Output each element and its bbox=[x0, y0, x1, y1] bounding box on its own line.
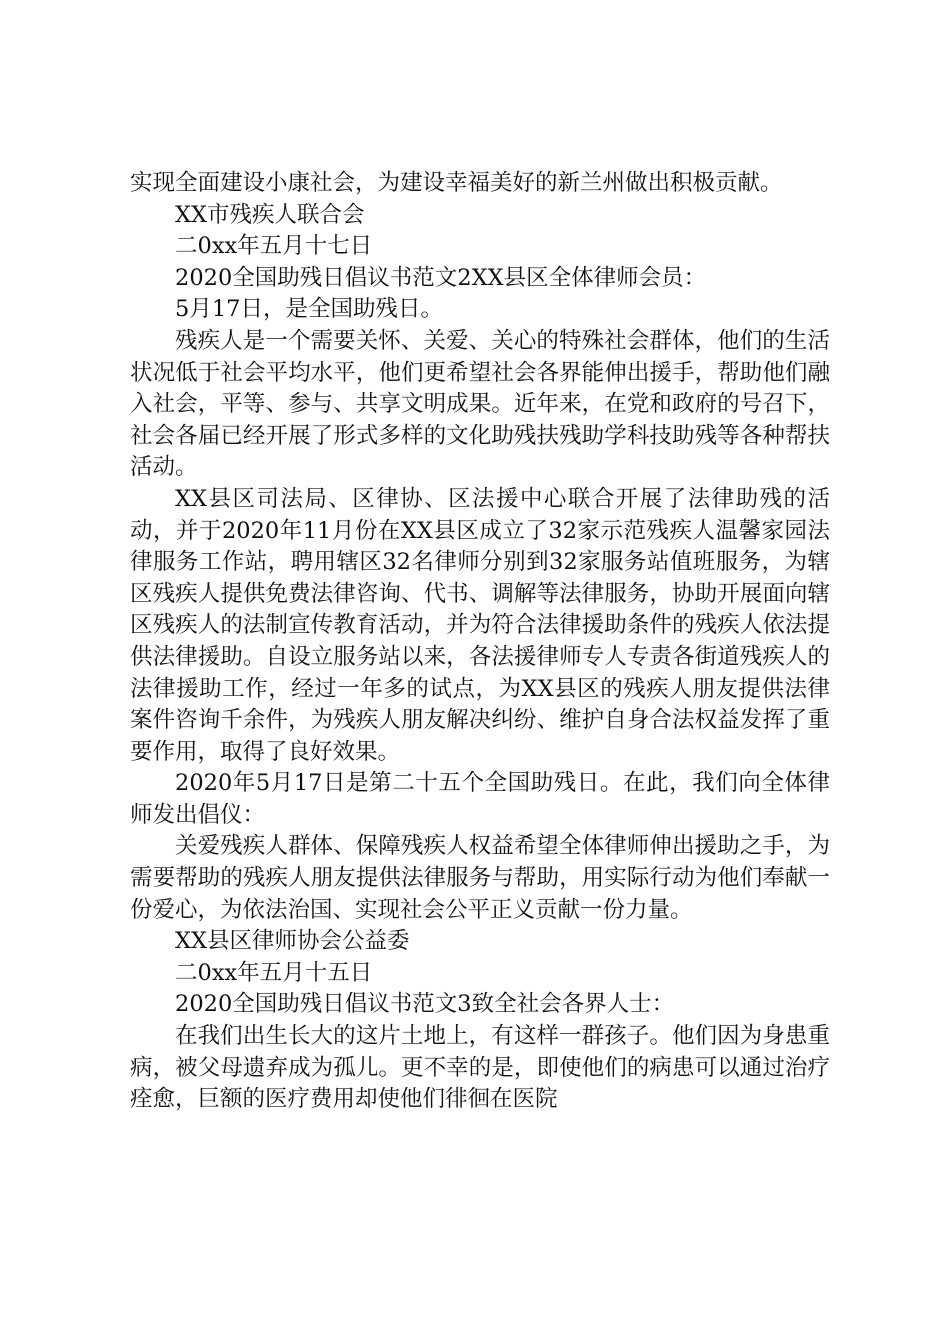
date-may-15: 二0xx年五月十五日 bbox=[175, 959, 373, 986]
signature-federation: XX市残疾人联合会 bbox=[175, 201, 365, 228]
document-body bbox=[130, 168, 830, 1116]
paragraph-children: 在我们出生长大的这片土地上，有这样一群孩子。他们因为身患重病，被父母遗弃成为孤儿。更不幸的是，即使他们的病患可以通过治疗痊愈，巨额的医疗费用却使他们徘徊在医院 bbox=[130, 1023, 830, 1113]
paragraph-continuation: 实现全面建设小康社会，为建设幸福美好的新兰州做出积极贡献。 bbox=[130, 170, 783, 196]
signature-lawyers-association: XX县区律师协会公益委 bbox=[175, 928, 410, 955]
heading-sample-2: 2020全国助残日倡议书范文2XX县区全体律师会员： bbox=[175, 264, 707, 291]
paragraph-special-group: 残疾人是一个需要关怀、关爱、关心的特殊社会群体，他们的生活状况低于社会平均水平，他们更希望社会各界能伸出援手，帮助他们融入社会，平等、参与、共享文明成果。近年来，在党和政府的号召下，社会各届已经开展了形式多样的文化助残扶残助学科技助残等各种帮扶活动。 bbox=[130, 327, 830, 481]
heading-sample-3: 2020全国助残日倡议书范文3致全社会各界人士： bbox=[175, 991, 675, 1018]
paragraph-proposal: 2020年5月17日是第二十五个全国助残日。在此，我们向全体律师发出倡仪： bbox=[130, 770, 830, 828]
paragraph-legal-aid: XX县区司法局、区律协、区法援中心联合开展了法律助残的活动，并于2020年11月份在XX县区成立了32家示范残疾人温馨家园法律服务工作站，聘用辖区32名律师分别到32家服务站值班服务，为辖区残疾人提供免费法律咨询、代书、调解等法律服务，协助开展面向辖区残疾人的法制宣传教育活动，并为符合法律援助条件的残疾人依法提供法律援助。自设立服务站以来，各法援律师专人专责各街道残疾人的法律援助工作，经过一年多的试点，为XX县区的残疾人朋友提供法律案件咨询千余件，为残疾人朋友解决纠纷、维护自身合法权益发挥了重要作用，取得了良好效果。 bbox=[130, 485, 830, 765]
paragraph-disability-day: 5月17日，是全国助残日。 bbox=[175, 296, 443, 323]
paragraph-care: 关爱残疾人群体、保障残疾人权益希望全体律师伸出援助之手，为需要帮助的残疾人朋友提供法律服务与帮助，用实际行动为他们奉献一份爱心，为依法治国、实现社会公平正义贡献一份力量。 bbox=[130, 833, 830, 923]
date-may-17: 二0xx年五月十七日 bbox=[175, 233, 373, 260]
